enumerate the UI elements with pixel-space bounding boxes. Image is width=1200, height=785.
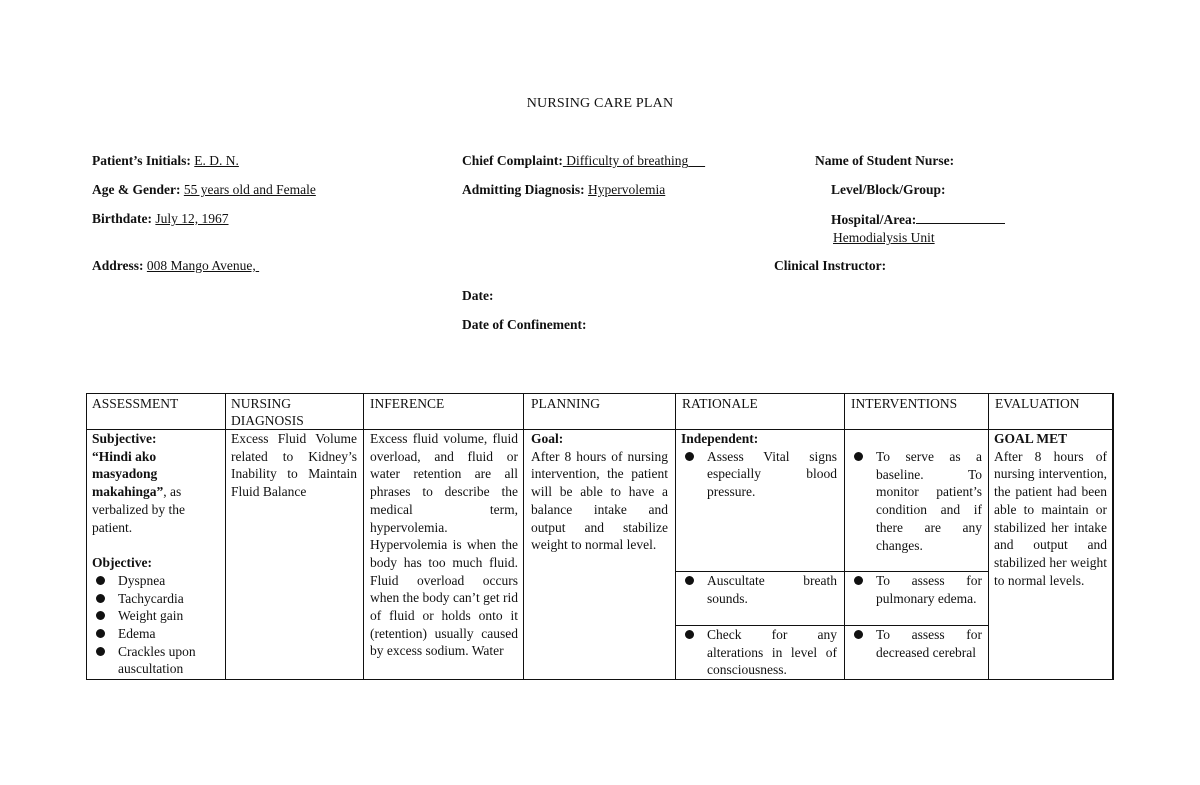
level-block-group-label: Level/Block/Group: bbox=[831, 182, 946, 197]
goal-met-label: GOAL MET bbox=[994, 431, 1068, 446]
bullet-icon bbox=[96, 594, 105, 603]
admitting-diagnosis-value: Hypervolemia bbox=[588, 182, 666, 197]
col-border-2 bbox=[363, 393, 364, 680]
table-border-top bbox=[86, 393, 1114, 394]
list-item: To assess for decreased cerebral bbox=[850, 626, 982, 661]
col-border-6 bbox=[988, 393, 989, 680]
date-of-confinement-row bbox=[462, 317, 586, 333]
student-nurse-row bbox=[815, 153, 954, 169]
col-border-0 bbox=[86, 393, 87, 680]
bullet-icon bbox=[685, 630, 694, 639]
intervention-cell-3 bbox=[850, 626, 982, 679]
admitting-diagnosis-row bbox=[462, 182, 665, 198]
objective-label: Objective: bbox=[92, 555, 152, 571]
list-item: Dyspnea bbox=[92, 572, 220, 590]
header-evaluation: EVALUATION bbox=[995, 396, 1080, 411]
goal-text: After 8 hours of nursing intervention, the patient will be able to have a balance intake and output and stabilize weight to normal level. bbox=[531, 448, 668, 553]
assessment-cell bbox=[92, 430, 220, 678]
patient-initials-row bbox=[92, 153, 239, 169]
admitting-diagnosis-label: Admitting Diagnosis: bbox=[462, 182, 585, 197]
list-item: Crackles upon auscultation bbox=[92, 643, 220, 678]
list-item: To serve as a baseline. To monitor patient’s condition and if there are any changes. bbox=[850, 448, 982, 554]
table-border-bottom bbox=[86, 679, 1114, 680]
col-border-1 bbox=[225, 393, 226, 680]
clinical-instructor-label: Clinical Instructor: bbox=[774, 258, 887, 273]
planning-cell bbox=[531, 430, 668, 554]
subjective-quote: “Hindi ako masyadong makahinga” bbox=[92, 448, 164, 500]
list-item: Weight gain bbox=[92, 607, 220, 625]
birthdate-row bbox=[92, 211, 229, 227]
col-border-3 bbox=[523, 393, 524, 680]
bullet-icon bbox=[96, 576, 105, 585]
list-item: Tachycardia bbox=[92, 590, 220, 608]
hospital-area-blank bbox=[916, 211, 1005, 224]
chief-complaint-value: Difficulty of breathing bbox=[566, 153, 689, 168]
inference-cell: Excess fluid volume, fluid overload, and fluid or water retention are all phrases to describe the medical term, hypervolemia. Hypervolemia is when the body has too much fluid. Fluid overload occurs when the body can’t get rid of fluid or holds onto it (retention) usually caused by excess sodium. Water bbox=[370, 431, 518, 659]
chief-complaint-row bbox=[462, 153, 705, 169]
address-row bbox=[92, 258, 259, 274]
subjective-label: Subjective: bbox=[92, 431, 157, 446]
nursing-diagnosis-cell: Excess Fluid Volume related to Kidney’s Inability to Maintain Fluid Balance bbox=[231, 431, 357, 500]
age-gender-value: 55 years old and Female bbox=[183, 182, 316, 197]
chief-complaint-label: Chief Complaint: bbox=[462, 153, 563, 168]
list-item: Assess Vital signs especially blood pressure. bbox=[681, 448, 837, 501]
patient-initials-value: E. D. N. bbox=[194, 153, 239, 168]
student-nurse-label: Name of Student Nurse: bbox=[815, 153, 955, 168]
list-item: Check for any alterations in level of consciousness. bbox=[681, 626, 837, 679]
date-label: Date: bbox=[462, 288, 494, 303]
subjective-quote-suffix: , as verbalized by the patient. bbox=[92, 484, 185, 535]
col-border-4 bbox=[675, 393, 676, 680]
bullet-icon bbox=[96, 647, 105, 656]
birthdate-label: Birthdate: bbox=[92, 211, 152, 226]
header-assessment: ASSESSMENT bbox=[92, 396, 179, 411]
bullet-icon bbox=[854, 452, 863, 461]
header-nursing-diagnosis: NURSING DIAGNOSIS bbox=[231, 396, 304, 428]
date-row bbox=[462, 288, 493, 304]
header-planning: PLANNING bbox=[531, 396, 600, 411]
level-block-group-row bbox=[831, 182, 946, 198]
col-border-5 bbox=[844, 393, 845, 680]
address-label: Address: bbox=[92, 258, 144, 273]
bullet-icon bbox=[685, 452, 694, 461]
document-title: NURSING CARE PLAN bbox=[526, 96, 674, 111]
bullet-icon bbox=[96, 611, 105, 620]
clinical-instructor-row bbox=[774, 258, 886, 274]
header-rationale: RATIONALE bbox=[682, 396, 758, 411]
rationale-cell-2 bbox=[681, 572, 837, 607]
list-item: To assess for pulmonary edema. bbox=[850, 572, 982, 607]
list-item: Edema bbox=[92, 625, 220, 643]
list-item: Auscultate breath sounds. bbox=[681, 572, 837, 607]
date-of-confinement-label: Date of Confinement: bbox=[462, 317, 587, 332]
bullet-icon bbox=[854, 576, 863, 585]
bullet-icon bbox=[96, 629, 105, 638]
independent-label: Independent: bbox=[681, 431, 759, 446]
hospital-area-label: Hospital/Area: bbox=[831, 212, 917, 227]
header-inference: INFERENCE bbox=[370, 396, 445, 411]
birthdate-value: July 12, 1967 bbox=[155, 211, 229, 226]
goal-label: Goal: bbox=[531, 431, 564, 446]
bullet-icon bbox=[854, 630, 863, 639]
rationale-cell-3 bbox=[681, 626, 837, 679]
age-gender-label: Age & Gender: bbox=[92, 182, 181, 197]
age-gender-row bbox=[92, 182, 316, 198]
patient-initials-label: Patient’s Initials: bbox=[92, 153, 191, 168]
hospital-area-row bbox=[831, 211, 1005, 228]
rationale-cell-1 bbox=[681, 430, 837, 501]
evaluation-cell bbox=[994, 430, 1107, 589]
objective-list bbox=[92, 572, 220, 678]
bullet-icon bbox=[685, 576, 694, 585]
care-plan-table bbox=[86, 393, 1114, 680]
evaluation-text: After 8 hours of nursing intervention, the patient had been able to maintain or stabilized her intake and output and stabilized her weight to normal levels. bbox=[994, 448, 1107, 588]
intervention-cell-1 bbox=[850, 448, 982, 554]
col-border-7 bbox=[1112, 393, 1114, 680]
hospital-area-value-row bbox=[833, 230, 935, 246]
hospital-area-value: Hemodialysis Unit bbox=[833, 230, 935, 245]
address-value: 008 Mango Avenue, bbox=[146, 258, 256, 273]
header-interventions: INTERVENTIONS bbox=[851, 396, 958, 411]
intervention-cell-2 bbox=[850, 572, 982, 607]
